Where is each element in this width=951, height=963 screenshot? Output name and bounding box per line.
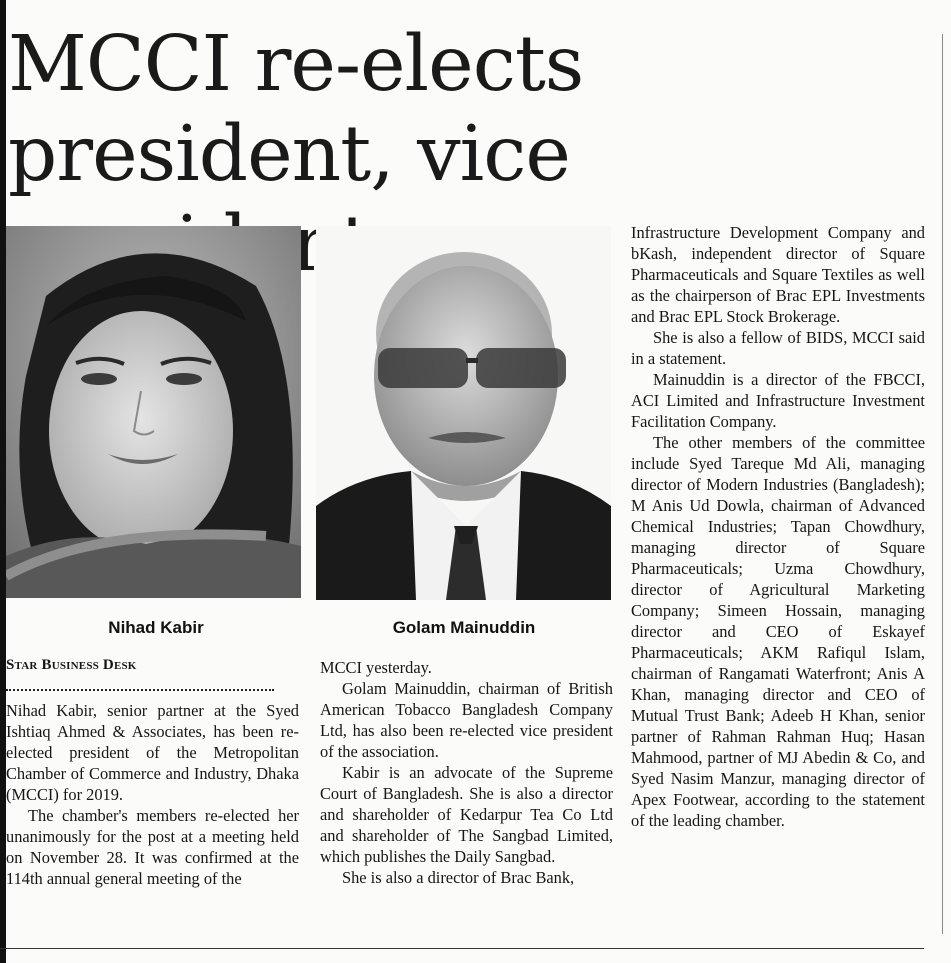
headline: MCCI re-elects president, vice [8, 20, 584, 199]
paragraph: The other members of the committee include Syed Tareque Md Ali, managing director of Modern Industries (Bangladesh); M Anis Ud Dowla, chairman of Advanced Chemical Industries; Tapan Chowdhury, managing director of Square Pharmaceuticals; Uzma Chowdhury, director of Agricultural Marketing Company; Simeen Hossain, managing director and CEO of Eskayef Pharmaceuticals; AKM Rafiqul Islam, chairman of Rangamati Waterfront; Anis A Khan, managing director and CEO of Mutual Trust Bank; Adeeb H Khan, senior partner of Rahman Rahman Huq; Hasan Mahmood, partner of MJ Abedin & Co, and Syed Nasim Manzur, managing director of Apex Footwear, according to the statement of the leading chamber. [631, 433, 925, 830]
paragraph: MCCI yesterday. [320, 658, 432, 677]
paragraph: She is also a director of Brac Bank, [342, 868, 575, 887]
article-column-1 [6, 700, 299, 889]
paragraph: The chamber's members re-elected her unanimously for the post at a meeting held on November 28. It was confirmed at the 114th annual general meeting of the [6, 806, 299, 888]
photo-nihad-kabir [6, 226, 301, 598]
paragraph: Kabir is an advocate of the Supreme Court of Bangladesh. She is also a director and shareholder of Kedarpur Tea Co Ltd and shareholder of The Sangbad Limited, which publishes the Daily Sangbad. [320, 763, 613, 866]
photo-golam-mainuddin [316, 226, 611, 600]
paragraph: Nihad Kabir, senior partner at the Syed Ishtiaq Ahmed & Associates, has been re-elected president of the Metropolitan Chamber of Commerce and Industry, Dhaka (MCCI) for 2019. [6, 701, 299, 804]
byline-divider [6, 675, 274, 691]
paragraph: Golam Mainuddin, chairman of British American Tobacco Bangladesh Company Ltd, has also been re-elected vice president of the association. [320, 679, 613, 761]
photo-caption-nihad-kabir: Nihad Kabir [108, 618, 204, 637]
bottom-rule [0, 948, 924, 949]
article-column-2 [320, 657, 613, 888]
paragraph: She is also a fellow of BIDS, MCCI said in a statement. [631, 328, 925, 368]
byline: Star Business Desk [6, 657, 137, 673]
article-column-3 [631, 222, 925, 831]
photo-caption-golam-mainuddin: Golam Mainuddin [392, 618, 536, 637]
paragraph: Infrastructure Development Company and bKash, independent director of Square Pharmaceuticals and Square Textiles as well as the chairperson of Brac EPL Investments and Brac EPL Stock Brokerage. [631, 223, 925, 326]
column-rule [942, 34, 943, 934]
paragraph: Mainuddin is a director of the FBCCI, ACI Limited and Infrastructure Investment Facilitation Company. [631, 370, 925, 431]
